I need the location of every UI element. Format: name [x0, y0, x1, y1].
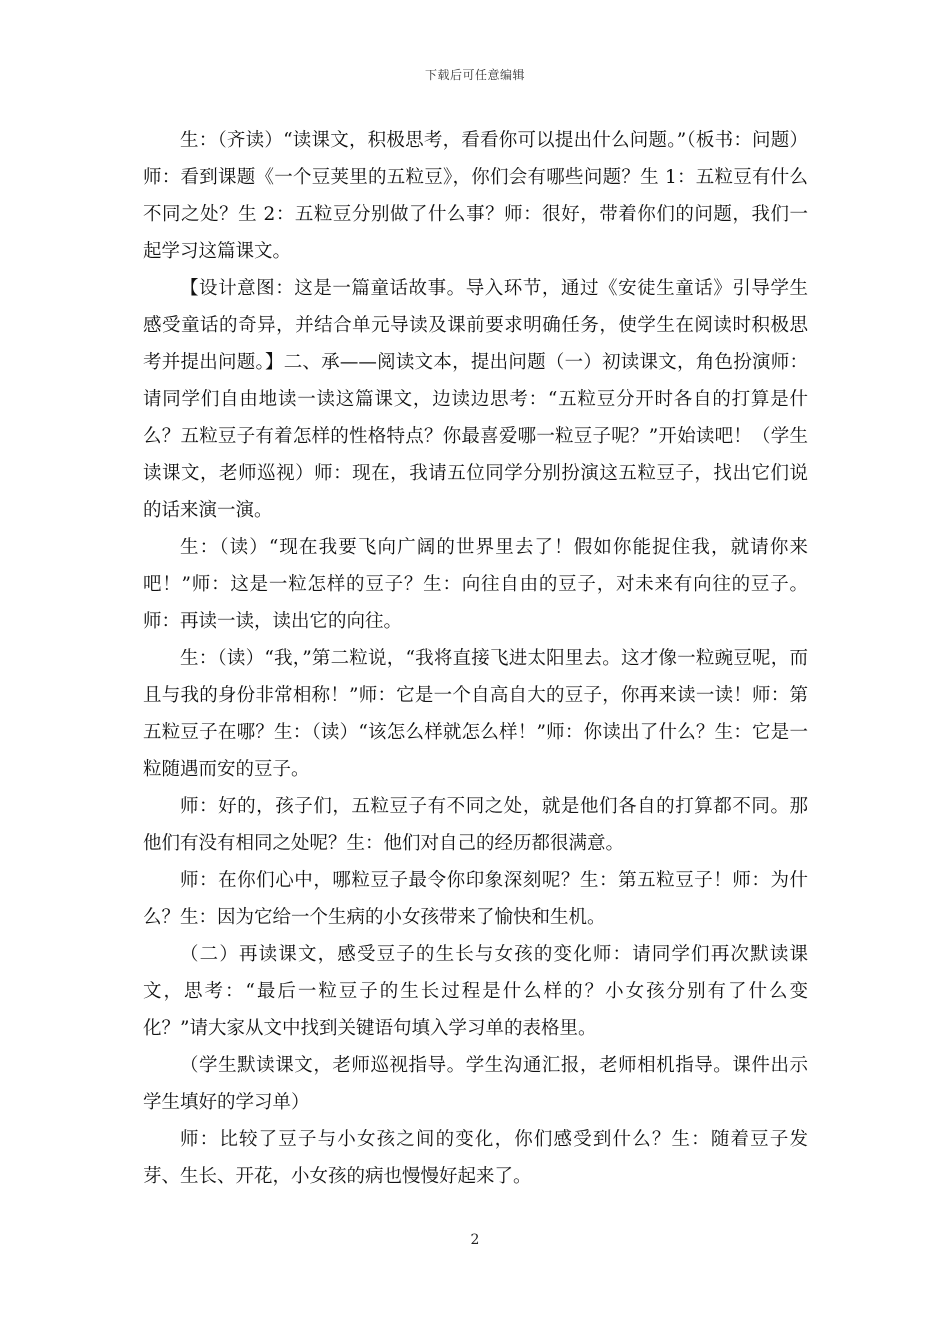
paragraph-3: 生：（读）“现在我要飞向广阔的世界里去了！假如你能捉住我，就请你来吧！”师：这是一粒怎样的豆子？生：向往自由的豆子，对未来有向往的豆子。师：再读一读，读出它的向往。: [143, 537, 808, 632]
paragraph-7: （二）再读课文，感受豆子的生长与女孩的变化师：请同学们再次默读课文，思考：“最后一粒豆子的生长过程是什么样的？小女孩分别有了什么变化？”请大家从文中找到关键语句填入学习单的表格里。: [143, 944, 808, 1039]
page-number: 2: [470, 1232, 480, 1248]
paragraph-2: 【设计意图：这是一篇童话故事。导入环节，通过《安徒生童话》引导学生感受童话的奇异，并结合单元导读及课前要求明确任务，使学生在阅读时积极思考并提出问题。】二、承——阅读文本，提出问题（一）初读课文，角色扮演师：请同学们自由地读一读这篇课文，边读边思考：“五粒豆分开时各自的打算是什么？五粒豆子有着怎样的性格特点？你最喜爱哪一粒豆子呢？”开始读吧！（学生读课文，老师巡视）师：现在，我请五位同学分别扮演这五粒豆子，找出它们说的话来演一演。: [143, 278, 808, 521]
paragraph-8: （学生默读课文，老师巡视指导。学生沟通汇报，老师相机指导。课件出示学生填好的学习单）: [143, 1055, 808, 1113]
paragraph-1: 生：（齐读）“读课文，积极思考，看看你可以提出什么问题。”（板书：问题）师：看到课题《一个豆荚里的五粒豆》，你们会有哪些问题？生 1：五粒豆有什么不同之处？生 2：五粒豆分别做了什么事？师：很好，带着你们的问题，我们一起学习这篇课文。: [143, 130, 808, 262]
paragraph-5: 师：好的，孩子们，五粒豆子有不同之处，就是他们各自的打算都不同。那他们有没有相同之处呢？生：他们对自己的经历都很满意。: [143, 796, 808, 854]
document-body: [143, 122, 808, 1195]
paragraph-9: 师：比较了豆子与小女孩之间的变化，你们感受到什么？生：随着豆子发芽、生长、开花，小女孩的病也慢慢好起来了。: [143, 1129, 808, 1187]
page-header: 下载后可任意编辑: [424, 68, 525, 82]
paragraph-6: 师：在你们心中，哪粒豆子最令你印象深刻呢？生：第五粒豆子！师：为什么？生：因为它给一个生病的小女孩带来了愉快和生机。: [143, 870, 808, 928]
paragraph-4: 生：（读）“我，”第二粒说，“我将直接飞进太阳里去。这才像一粒豌豆呢，而且与我的身份非常相称！”师：它是一个自高自大的豆子，你再来读一读！师：第五粒豆子在哪？生：（读）“该怎么样就怎么样！”师：你读出了什么？生：它是一粒随遇而安的豆子。: [143, 648, 808, 780]
